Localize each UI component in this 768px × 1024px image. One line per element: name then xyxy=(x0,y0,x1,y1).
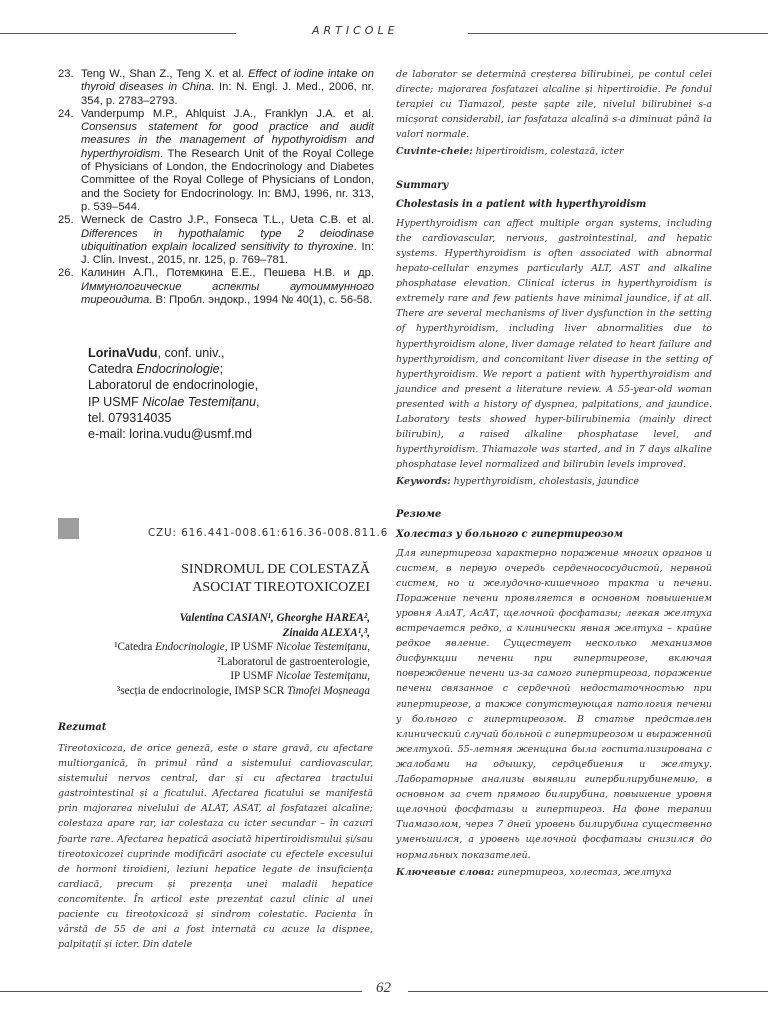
keywords-ru: Ключевые слова: гипертиреоз, холестаз, желтуха xyxy=(396,866,672,878)
footer-rule-right xyxy=(408,991,768,992)
summary-title: Cholestasis in a patient with hyperthyroidism xyxy=(396,198,647,210)
header-rule-right xyxy=(468,33,768,34)
summary-heading: Summary xyxy=(396,179,449,191)
footer-rule-left xyxy=(0,991,362,992)
right-column xyxy=(396,67,712,880)
author-phone: tel. 079314035 xyxy=(88,410,172,425)
reference-item: 24. Vanderpump M.P., Ahlquist J.A., Franklyn J.A. et al. Consensus statement for good practice and audit measures in the management of hypothyroidism and hyperthyroidism. The Research Unit of the Royal College of Physicians of London, the Endocrinology and Diabetes Committee of the Royal College of Physicians of London, and the Society for Endocrinology. In: BMJ, 1996, nr. 313, p. 539–544. xyxy=(58,107,374,213)
author-email[interactable]: e-mail: lorina.vudu@usmf.md xyxy=(88,427,252,442)
resume-text: Для гипертиреоза характерно поражение многих органов и систем, в первую очередь сердечнососудистой, нервной систем, но и желудочно-кишечного тракта и печени. Поражение печени проявляется в основном повышением уровня АлАТ, АсАТ, щелочной фосфатазы; легкая желтуха встречается редко, а клинически явная желтуха – крайне редкое явление. Существует несколько механизмов дисфункции печени при гипертиреозе, включая повреждение печени из-за самого гипертиреоза, поражение печени связанное с сердечной недостаточностью при гипертиреозе, а также сопутствующая патология печени у больного с гипертиреозом. В статье представлен клинический случай больной с гипертиреозом и выраженной желтухой. 55-летняя женщина была госпитализирована с жалобами на одышку, сердцебиения и желтуху. Лабораторные анализы выявили гипербилирубинемию, в основном за счет прямого билирубина, повышение уровня щелочной фосфатазы и гипертиреоз. На фоне терапии Тиамазолом, через 7 дней уровень билирубина существенно уменьшился, а уровень щелочной фосфатазы снизился до нормальных показателей. xyxy=(396,547,712,861)
reference-item: 25. Werneck de Castro J.P., Fonseca T.L., Ueta C.B. et al. Differences in hypothalamic type 2 deiodinase ubiquitination explain localized sensitivity to thyroxine. In: J. Clin. Invest., 2015, nr. 125, p. 769–781. xyxy=(58,214,374,267)
reference-item: 23. Teng W., Shan Z., Teng X. et al. Effect of iodine intake on thyroid diseases in China. In: N. Engl. J. Med., 2006, nr. 354, p. 2783–2793. xyxy=(58,68,375,107)
resume-title: Холестаз у больного с гипертиреозом xyxy=(396,528,623,540)
reference-item: 26. Калинин А.П., Потемкина Е.Е., Пешева Н.В. и др. Иммунологические аспекты аутоиммунного тиреоидита. В: Пробл. эндокр., 1994 № 40(1), с. 56-58. xyxy=(58,267,374,307)
rezumat-continued: de laborator se determină creșterea bilirubinei, pe contul celei directe; majorarea fosfatazei alcaline și hipertiroidie. Pe fondul terapiei cu Tiamazol, peste șapte zile, nivelul bilirubinei s-a micșorat considerabil, iar fosfataza alcalină s-a diminuat până la valori normale. xyxy=(396,69,712,141)
summary-text: Hyperthyroidism can affect multiple organ systems, including the cardiovascular, nervous, gastrointestinal, and hepatic systems. Hyperthyroidism is often associated with abnormal hepato-cellular enzymes particularly ALT, AST and alkaline phosphatase elevation. Clinical icterus in hyperthyroidism is extremely rare and few patients have minimal jaundice, if at all. There are several mechanisms of liver dysfunction in the setting of hyperthyroidism, including liver abnormalities due to hyperthyroidism alone, liver damage related to heart failure and hyperthyroidism, and concomitant liver disease in the setting of hyperthyroidism. We report a patient with hyperthyroidism and jaundice and present a literature review. A 55-year-old woman presented with a history of dyspnea, palpitations, and jaundice. Laboratory tests showed hyper-bilirubinemia (mainly direct bilirubin), a raised alkaline phosphatase level, and hyperthyroidism. Thiamazole was started, and in 7 days alkaline phosphatase level normalized and bilirubin levels improved. xyxy=(396,217,712,471)
header-rule-left xyxy=(0,33,236,34)
rezumat-text: Tireotoxicoza, de orice geneză, este o stare gravă, cu afectare multiorganică, în primul rând a sistemului cardiovascular, sistemului nervos central, dar și cu afectarea tractului gastrointestinal și a ficatului. Afectarea ficatului se manifestă prin majorarea nivelului de ALAT, ASAT, al fosfatazei alcaline; colestaza apare rar, iar colestaza cu icter secundar – în cazuri foarte rare. Afectarea hepatică asociată hipertiroidismului și/sau tireotoxicozei cuprinde modificări asociate cu efectele excesului de hormoni tiroidieni, leziuni hepatice legate de insuficiența cardiacă, precum și prezența unei maladii hepatice concomitente. În articol este prezentat cazul clinic al unei paciente cu tireotoxicoză și sindrom colestatic. Pacienta în vârstă de 55 de ani a fost internată cu acuze la dispnee, palpitații și icter. Din datele xyxy=(58,743,373,951)
page-number: 62 xyxy=(376,980,391,996)
author-name: LorinaVudu xyxy=(88,346,158,360)
czu-code: CZU: 616.441-008.61:616.36-008.811.6 xyxy=(148,528,389,539)
section-marker xyxy=(58,518,79,539)
keywords-ro: Cuvinte-cheie: hipertiroidism, colestază, icter xyxy=(396,146,624,158)
references-list xyxy=(58,68,374,307)
author-contact: LorinaVudu, conf. univ., Catedra Endocrinologie; Laboratorul de endocrinologie, IP USMF Nicolae Testemițanu, tel. 079314035 e-mail: lorina.vudu@usmf.md xyxy=(88,345,378,442)
keywords-en: Keywords: hyperthyroidism, cholestasis, jaundice xyxy=(396,476,639,488)
resume-heading: Резюме xyxy=(396,509,442,521)
article-title: SINDROMUL DE COLESTAZĂ ASOCIAT TIREOTOXICOZEI xyxy=(181,562,370,595)
rezumat-heading: Rezumat xyxy=(58,722,107,733)
section-title: ARTICOLE xyxy=(312,24,399,37)
article-authors: Valentina CASIAN¹, Gheorghe HAREA², Zinaida ALEXA¹,³, ¹Catedra Endocrinologie, IP USMF Nicolae Testemițanu, ²Laboratorul de gastroenterologie, IP USMF Nicolae Testemițanu, ³secția de endocrinologie, IMSP SCR Timofei Moșneaga xyxy=(114,612,370,697)
